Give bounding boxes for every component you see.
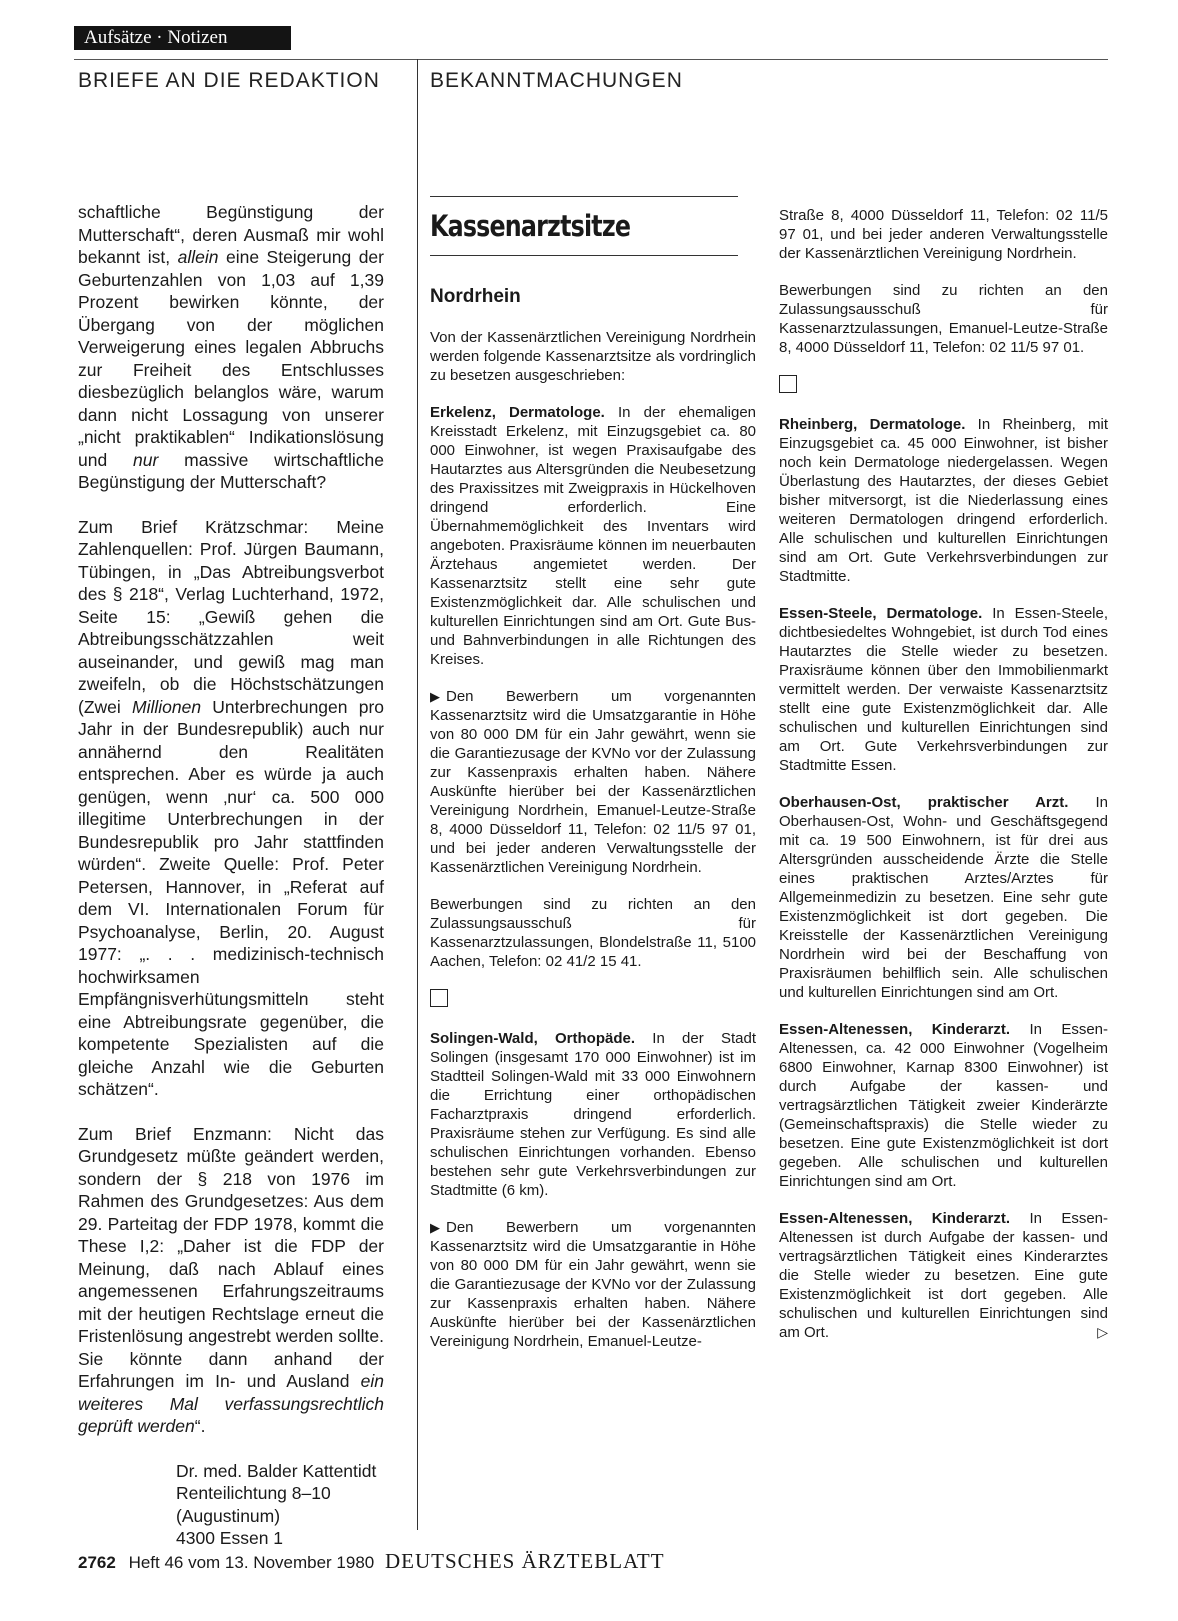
application-paragraph: Bewerbungen sind zu richten an den Zulassungsausschuß für Kassenarztzulassungen, Blondelstraße 11, 5100 Aachen, Telefon: 02 41/2 15 41. xyxy=(430,896,756,970)
listing-solingen: Solingen-Wald, Orthopäde. In der Stadt Solingen (insgesamt 170 000 Einwohner) ist im Stadtteil Solingen-Wald mit 33 000 Einwohnern die Errichtung einer orthopädischen Facharztpraxis dringend erforderlich. Praxisräume stehen zur Verfügung. Es sind alle schulischen Einrichtungen vorhanden. Ebenso bestehen sehr gute Verkehrsverbindungen zur Stadtmitte (6 km). xyxy=(430,1030,756,1199)
application-paragraph: Bewerbungen sind zu richten an den Zulassungsausschuß für Kassenarztzulassungen, Emanuel-Leutze-Straße 8, 4000 Düsseldorf 11, Telefon: 02 11/5 97 01. xyxy=(779,282,1108,356)
signature-place: (Augustinum) xyxy=(176,1505,281,1526)
title-rule-top xyxy=(430,196,738,197)
page-footer xyxy=(78,1549,665,1574)
section-heading-letters: BRIEFE AN DIE REDAKTION xyxy=(78,69,380,92)
signature-city: 4300 Essen 1 xyxy=(176,1528,284,1548)
listing-essen-altenessen-1: Essen-Altenessen, Kinderarzt. In Essen-Altenessen, ca. 42 000 Einwohner (Vogelheim 6800 Einwohner, Karnap 8300 Einwohner) ist durch Aufgabe der kassen- und vertragsärztlichen Tätigkeit zweier Kinderärzte (Gemeinschaftspraxis) die Stelle wieder zu besetzen. Eine gute Existenzmöglichkeit ist dort gegeben. Alle schulischen und kulturellen Einrichtungen sind am Ort. xyxy=(779,1021,1108,1190)
section-tag: Aufsätze · Notizen xyxy=(74,26,291,50)
letter-paragraph: Zum Brief Enzmann: Nicht das Grundgesetz müßte geändert werden, sondern der § 218 von 1976 im Rahmen des Grundgesetzes: Aus dem 29. Parteitag der FDP 1978, kommt die These I,2: „Daher ist die FDP der Meinung, daß nach Ablauf eines angemessenen Erfahrungszeitraums mit der heutigen Rechtslage erneut die Fristenlösung angestrebt werden sollte. Sie könnte dann anhand der Erfahrungen im In- und Ausland ein weiteres Mal verfassungsrechtlich geprüft werden“. xyxy=(78,1123,384,1436)
guarantee-paragraph: ▶ Den Bewerbern um vorgenannten Kassenarztsitz wird die Umsatzgarantie in Höhe von 80 000 DM für ein Jahr gewährt, wenn sie die Garantiezusage der KVNo vor der Zulassung zur Kassenpraxis erhalten haben. Nähere Auskünfte hierüber bei der Kassenärztlichen Vereinigung Nordrhein, Emanuel-Leutze- xyxy=(430,1219,756,1350)
listing-rheinberg: Rheinberg, Dermatologe. In Rheinberg, mit Einzugsgebiet ca. 45 000 Einwohner, ist bisher noch kein Dermatologe niedergelassen. Wegen Überlastung des Hautarztes, der dieses Gebiet bisher mitversorgt, ist die Niederlassung eines weiteren Dermatologen dringend erforderlich. Alle schulischen und kulturellen Einrichtungen sind am Ort. Gute Verkehrsverbindungen zur Stadtmitte. xyxy=(779,416,1108,585)
triangle-right-filled-icon: ▶ xyxy=(430,1220,440,1235)
column-divider xyxy=(417,59,418,1530)
journal-name: DEUTSCHES ÄRZTEBLATT xyxy=(384,1549,665,1573)
listing-oberhausen-ost: Oberhausen-Ost, praktischer Arzt. In Oberhausen-Ost, Wohn- und Geschäftsgegend mit ca. 19 500 Einwohnern, ist für drei aus Altersgründen ausscheidende Ärzte die Stelle eines praktischen Arztes/Arztes für Allgemeinmedizin zu besetzen. Eine sehr gute Existenzmöglichkeit ist dort gegeben. Die Kreisstelle der Kassenärztlichen Vereinigung Nordrhein wird bei der Beschaffung von Praxisräumen behilflich sein. Alle schulischen und kulturellen Einrichtungen sind am Ort. xyxy=(779,794,1108,1001)
square-outline-icon xyxy=(779,375,797,393)
header-rule xyxy=(74,59,1108,60)
guarantee-paragraph: ▶ Den Bewerbern um vorgenannten Kassenarztsitz wird die Umsatzgarantie in Höhe von 80 000 DM für ein Jahr gewährt, wenn sie die Garantiezusage der KVNo vor der Zulassung zur Kassenpraxis erhalten haben. Nähere Auskünfte hierüber bei der Kassenärztlichen Vereinigung Nordrhein, Emanuel-Leutze-Straße 8, 4000 Düsseldorf 11, Telefon: 02 11/5 97 01, und bei jeder anderen Verwaltungsstelle der Kassenärztlichen Vereinigung Nordrhein. xyxy=(430,688,756,876)
section-heading-announcements: BEKANNTMACHUNGEN xyxy=(430,69,683,92)
title-rule-bottom xyxy=(430,255,738,256)
issue-info: Heft 46 vom 13. November 1980 xyxy=(128,1553,375,1572)
signature-street: Renteilichtung 8–10 xyxy=(176,1483,331,1503)
signature-name: Dr. med. Balder Kattentidt xyxy=(176,1460,377,1481)
article-title: Kassenarztsitze xyxy=(430,209,631,243)
page-number: 2762 xyxy=(78,1553,116,1572)
region-heading: Nordrhein xyxy=(430,286,521,307)
letters-column xyxy=(78,201,384,1550)
listing-essen-altenessen-2: Essen-Altenessen, Kinderarzt. In Essen-Altenessen ist durch Aufgabe der kassen- und vertragsärztlichen Tätigkeit eines Kinderarztes die Stelle wieder zu besetzen. Eine gute Existenzmöglichkeit ist dort gegeben. Alle schulischen und kulturellen Einrichtungen sind am Ort. ▷ xyxy=(779,1210,1108,1341)
square-outline-icon xyxy=(430,989,448,1007)
listing-erkelenz: Erkelenz, Dermatologe. In der ehemaligen Kreisstadt Erkelenz, mit Einzugsgebiet ca. 80 000 Einwohner, ist wegen Praxisaufgabe des Hautarztes aus Altersgründen die Neubesetzung des Praxissitzes mit Zweigpraxis in Hückelhoven dringend erforderlich. Eine Übernahmemöglichkeit des Inventars wird angeboten. Praxisräume können im neuerbauten Ärztehaus angemietet werden. Der Kassenarztsitz stellt eine sehr gute Existenzmöglichkeit dar. Alle schulischen und kulturellen Einrichtungen sind am Ort. Gute Bus- und Bahnverbindungen in alle Richtungen des Kreises. xyxy=(430,404,757,668)
triangle-right-outline-icon: ▷ xyxy=(1097,1324,1108,1340)
announcements-column-2 xyxy=(779,206,1108,1360)
announcements-column-1 xyxy=(430,196,756,1369)
intro-paragraph: Von der Kassenärztlichen Vereinigung Nordrhein werden folgende Kassenarztsitze als vordringlich zu besetzen ausgeschrieben: xyxy=(430,329,756,384)
letter-paragraph: schaftliche Begünstigung der Mutterschaft“, deren Ausmaß mir wohl bekannt ist, allein eine Steigerung der Geburtenzahlen von 1,03 auf 1,39 Prozent bewirken könnte, der Übergang von der möglichen Verweigerung eines legalen Abbruchs zur Freiheit des Entschlusses diesbezüglich belanglos wäre, warum dann nicht Lossagung von unserer „nicht praktikablen“ Indikationslösung und nur massive wirtschaftliche Begünstigung der Mutterschaft? xyxy=(78,202,384,492)
continued-paragraph: Straße 8, 4000 Düsseldorf 11, Telefon: 02 11/5 97 01, und bei jeder anderen Verwaltungsstelle der Kassenärztlichen Vereinigung Nordrhein. xyxy=(779,207,1108,262)
listing-essen-steele: Essen-Steele, Dermatologe. In Essen-Steele, dichtbesiedeltes Wohngebiet, ist durch Tod eines Hautarztes die Stelle wieder zu besetzen. Praxisräume können über den Immobilienmarkt vermittelt werden. Der verwaiste Kassenarztsitz stellt eine gute Existenzmöglichkeit dar. Alle schulischen und kulturellen Einrichtungen sind am Ort. Gute Verkehrsverbindungen zur Stadtmitte Essen. xyxy=(779,605,1108,774)
triangle-right-filled-icon: ▶ xyxy=(430,689,440,704)
letter-paragraph: Zum Brief Krätzschmar: Meine Zahlenquellen: Prof. Jürgen Baumann, Tübingen, in „Das Abtreibungsverbot des § 218“, Verlag Luchterhand, 1972, Seite 15: „Gewiß gehen die Abtreibungsschätzzahlen weit auseinander, und gewiß mag man zweifeln, ob die Höchstschätzungen (Zwei Millionen Unterbrechungen pro Jahr in der Bundesrepublik) auch nur annähernd den Realitäten entsprechen. Aber es würde ja auch genügen, wenn ‚nur‘ ca. 500 000 illegitime Unterbrechungen in der Bundesrepublik pro Jahr stattfinden würden“. Zweite Quelle: Prof. Peter Petersen, Hannover, in „Referat auf dem VI. Internationalen Forum für Psychoanalyse, Berlin, 20. August 1977: „. . . medizinisch-technisch hochwirksamen Empfängnisverhütungsmitteln steht eine Abtreibungsrate gegenüber, die kompetente Spezialisten auf die gleiche Anzahl wie die Geburten schätzen“. xyxy=(78,516,385,1099)
